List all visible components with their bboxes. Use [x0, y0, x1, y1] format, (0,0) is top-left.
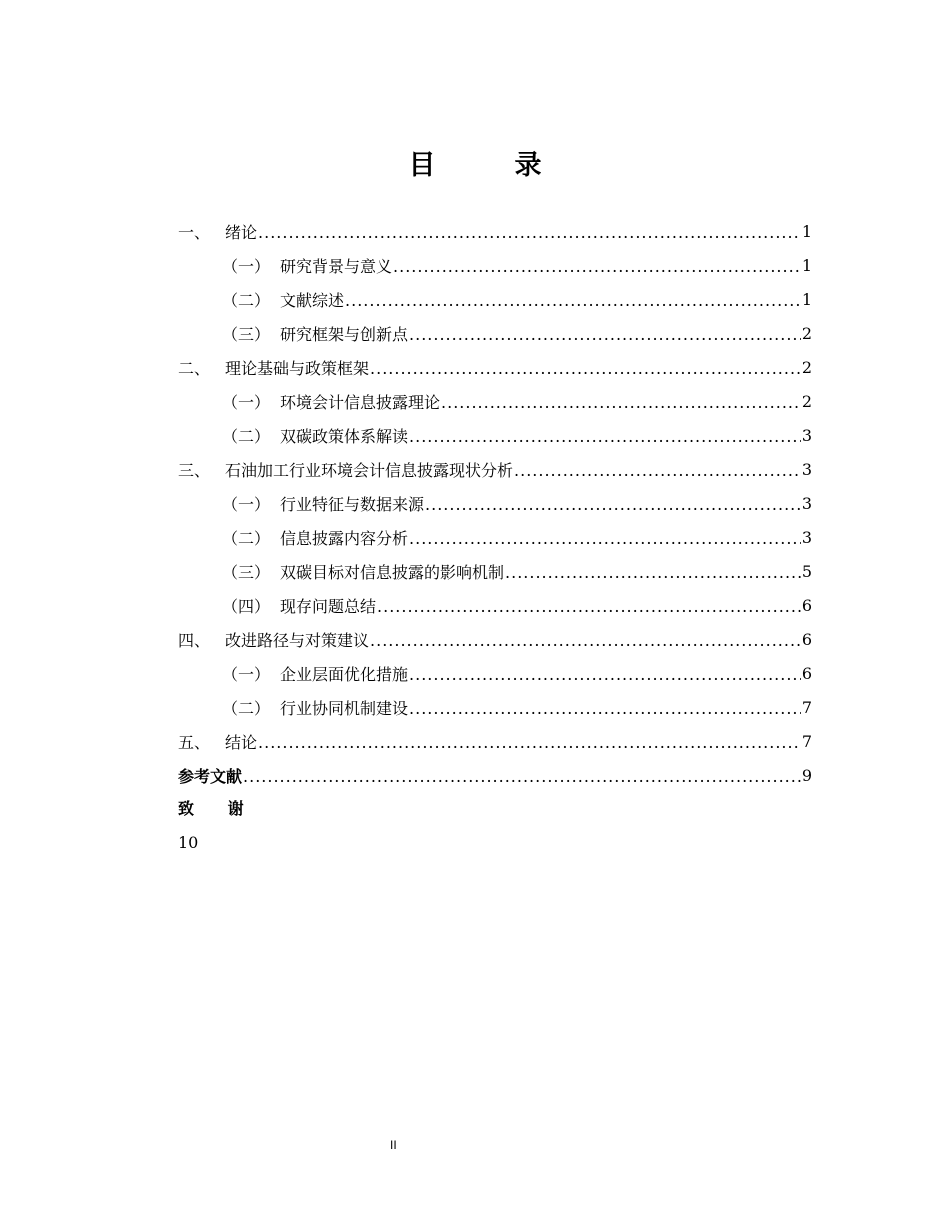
toc-entry-number: （二）	[222, 426, 271, 446]
toc-entry[interactable]	[178, 418, 812, 452]
toc-entry-title: 研究框架与创新点	[280, 324, 409, 344]
toc-entry[interactable]	[178, 622, 812, 656]
toc-entry[interactable]	[178, 248, 812, 282]
toc-entry[interactable]	[178, 486, 812, 520]
dot-leader	[370, 361, 801, 377]
toc-entry-title: 结论	[225, 732, 258, 752]
toc-entry[interactable]	[178, 384, 812, 418]
toc-entry-page: 3	[801, 493, 812, 513]
toc-entry-page: 1	[801, 289, 812, 309]
toc-entry[interactable]	[178, 282, 812, 316]
toc-entry-references[interactable]	[178, 758, 812, 792]
toc-entry-page: 3	[801, 459, 812, 479]
toc-entry-page: 3	[801, 425, 812, 445]
toc-entry-title: 环境会计信息披露理论	[280, 392, 441, 412]
toc-entry-title: 理论基础与政策框架	[225, 358, 370, 378]
dot-leader	[409, 327, 801, 343]
toc-entry[interactable]	[178, 656, 812, 690]
toc-entry-number: （一）	[222, 664, 271, 684]
toc-entry-page: 7	[801, 697, 812, 717]
toc-entry-title: 致 谢	[178, 799, 258, 818]
toc-entry[interactable]	[178, 520, 812, 554]
dot-leader	[505, 565, 801, 581]
dot-leader	[409, 701, 801, 717]
toc-entry-title: 参考文献	[178, 766, 243, 786]
table-of-contents	[178, 214, 812, 860]
toc-entry-number: （一）	[222, 256, 271, 276]
toc-entry[interactable]	[178, 588, 812, 622]
toc-entry[interactable]	[178, 690, 812, 724]
dot-leader	[393, 259, 801, 275]
dot-leader	[514, 463, 801, 479]
toc-entry-title: 行业特征与数据来源	[280, 494, 425, 514]
toc-entry-title: 企业层面优化措施	[280, 664, 409, 684]
toc-entry-page: 7	[801, 731, 812, 751]
dot-leader	[409, 667, 801, 683]
dot-leader	[258, 735, 801, 751]
toc-entry-title: 石油加工行业环境会计信息披露现状分析	[225, 460, 514, 480]
toc-entry[interactable]	[178, 724, 812, 758]
toc-entry-number: （四）	[222, 596, 271, 616]
dot-leader	[370, 633, 801, 649]
toc-entry-number: 五、	[178, 732, 211, 752]
toc-entry-page: 3	[801, 527, 812, 547]
toc-entry-page: 1	[801, 255, 812, 275]
toc-entry-page: 10	[178, 833, 199, 852]
dot-leader	[258, 225, 801, 241]
toc-entry-number: （三）	[222, 324, 271, 344]
toc-entry[interactable]	[178, 316, 812, 350]
toc-entry-page: 5	[801, 561, 812, 581]
toc-entry-title: 绪论	[225, 222, 258, 242]
toc-entry-page: 6	[801, 595, 812, 615]
toc-entry[interactable]	[178, 214, 812, 248]
dot-leader	[377, 599, 801, 615]
toc-entry-number: （一）	[222, 494, 271, 514]
toc-entry-number: 二、	[178, 358, 211, 378]
page-title: 目 录	[408, 150, 568, 181]
toc-entry-number: （一）	[222, 392, 271, 412]
dot-leader	[345, 293, 801, 309]
toc-entry-page: 2	[801, 357, 812, 377]
toc-entry[interactable]	[178, 350, 812, 384]
toc-entry-number: 一、	[178, 222, 211, 242]
toc-entry-title: 现存问题总结	[280, 596, 377, 616]
toc-entry-acknowledgements[interactable]	[178, 792, 812, 826]
page-number: II	[390, 1138, 397, 1152]
toc-entry-number: 四、	[178, 630, 211, 650]
toc-entry-number: 三、	[178, 460, 211, 480]
toc-entry-page: 9	[801, 765, 812, 785]
toc-entry-number: （二）	[222, 528, 271, 548]
toc-entry-page: 6	[801, 629, 812, 649]
toc-entry[interactable]	[178, 452, 812, 486]
toc-entry-number: （三）	[222, 562, 271, 582]
toc-entry-title: 研究背景与意义	[280, 256, 393, 276]
toc-entry-number: （二）	[222, 698, 271, 718]
toc-entry-page: 6	[801, 663, 812, 683]
dot-leader	[409, 429, 801, 445]
dot-leader	[441, 395, 801, 411]
toc-entry-number: （二）	[222, 290, 271, 310]
toc-entry-title: 文献综述	[280, 290, 345, 310]
toc-entry-title: 双碳目标对信息披露的影响机制	[280, 562, 505, 582]
toc-entry-acknowledgements-page	[178, 826, 812, 860]
toc-entry-title: 双碳政策体系解读	[280, 426, 409, 446]
dot-leader	[409, 531, 801, 547]
dot-leader	[243, 769, 801, 785]
dot-leader	[425, 497, 801, 513]
toc-entry-page: 2	[801, 391, 812, 411]
toc-entry-page: 1	[801, 221, 812, 241]
toc-entry-title: 改进路径与对策建议	[225, 630, 370, 650]
toc-entry-title: 信息披露内容分析	[280, 528, 409, 548]
toc-entry-title: 行业协同机制建设	[280, 698, 409, 718]
toc-entry-page: 2	[801, 323, 812, 343]
toc-entry[interactable]	[178, 554, 812, 588]
